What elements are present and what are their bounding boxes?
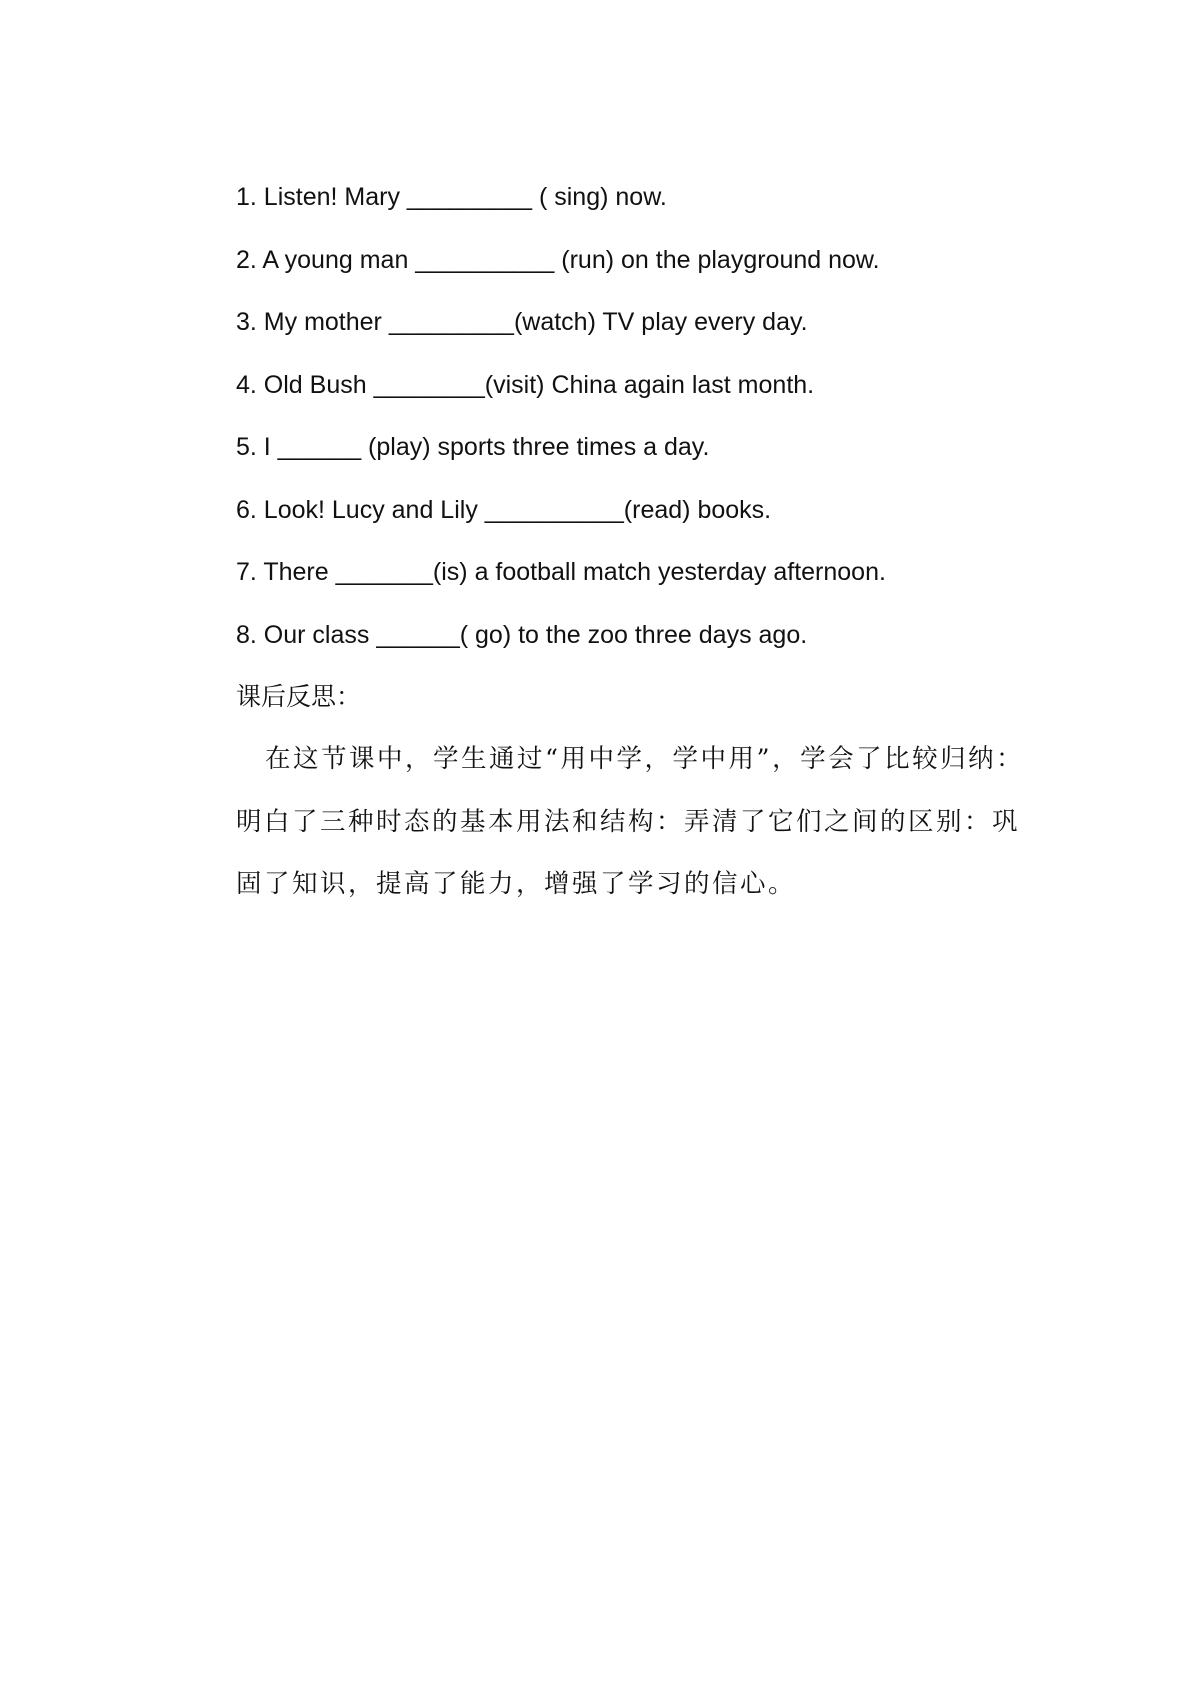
exercise-item-6: 6. Look! Lucy and Lily __________(read) books. [236, 495, 772, 524]
exercise-item-7: 7. There _______(is) a football match yesterday afternoon. [236, 558, 886, 586]
exercise-item-8: 8. Our class ______( go) to the zoo three days ago. [236, 620, 808, 649]
reflection-heading: 课后反思： [236, 682, 362, 711]
reflection-paragraph: 在这节课中，学生通过“用中学，学中用”，学会了比较归纳：明白了三种时态的基本用法和结构：弄清了它们之间的区别：巩固了知识，提高了能力，增强了学习的信心。 [236, 744, 1025, 899]
exercise-item-2: 2. A young man __________ (run) on the playground now. [236, 245, 880, 274]
exercise-item-3: 3. My mother _________(watch) TV play every day. [236, 308, 808, 336]
exercise-item-4: 4. Old Bush ________(visit) China again last month. [236, 370, 815, 399]
exercise-item-5: 5. I ______ (play) sports three times a day. [236, 433, 710, 461]
page-content [236, 166, 1026, 916]
exercise-list [236, 166, 1026, 666]
exercise-item-1: 1. Listen! Mary _________ ( sing) now. [236, 183, 667, 211]
